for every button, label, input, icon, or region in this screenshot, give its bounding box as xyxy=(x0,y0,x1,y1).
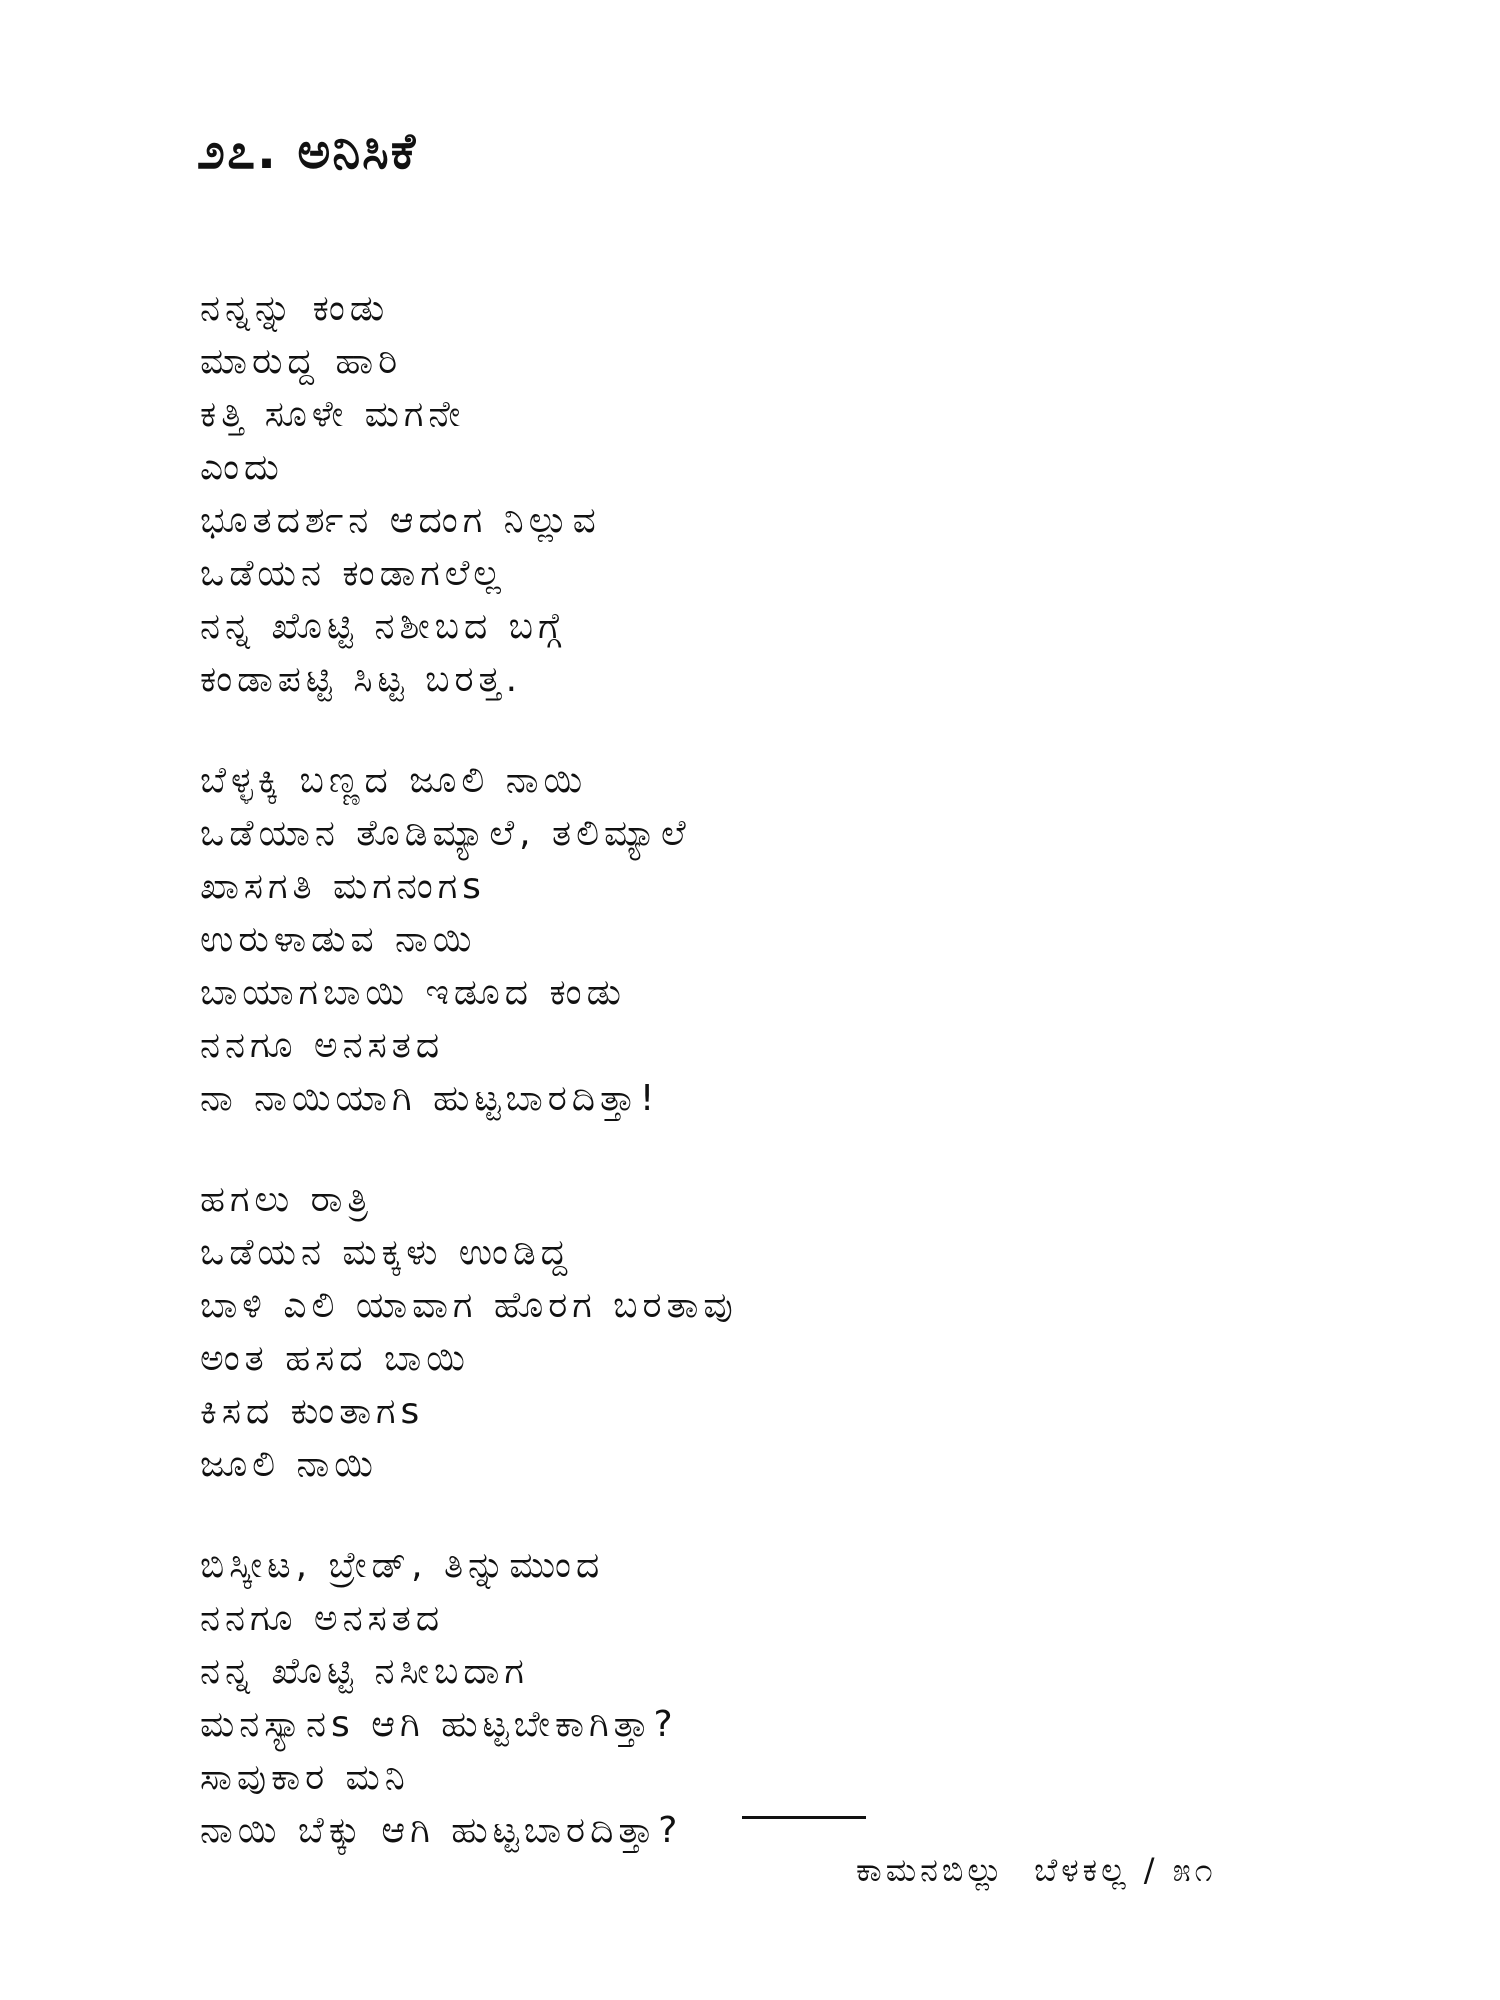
poem-line: ಕತ್ತಿ ಸೂಳೇ ಮಗನೇ xyxy=(200,394,466,435)
stanza-1 xyxy=(200,282,1200,706)
poem-title: ೨೭. ಅನಿಸಿಕೆ xyxy=(197,122,418,180)
stanza-3 xyxy=(200,1173,1200,1491)
poem-line: ಹಗಲು ರಾತ್ರಿ xyxy=(200,1179,373,1220)
end-divider xyxy=(742,1816,866,1819)
poem-line: ನನಗೂ ಅನಸತದ xyxy=(200,1025,445,1066)
poem-line: ಬೆಳ್ಳಕ್ಕಿ ಬಣ್ಣದ ಜೂಲಿ ನಾಯಿ xyxy=(200,760,588,801)
poem-line: ಜೂಲಿ ನಾಯಿ xyxy=(200,1444,378,1485)
poem-line: ಸಾವುಕಾರ ಮನಿ xyxy=(200,1757,410,1798)
poem-line: ನನ್ನನ್ನು ಕಂಡು xyxy=(200,288,390,329)
poem-body xyxy=(200,282,1200,1905)
stanza-4 xyxy=(200,1539,1200,1857)
poem-line: ಮನಸ್ಯಾನs ಆಗಿ ಹುಟ್ಟಬೇಕಾಗಿತ್ತಾ? xyxy=(200,1704,678,1745)
poem-line: ಖಾಸಗತಿ ಮಗನಂಗs xyxy=(200,866,486,907)
footer-page-ref: ಬೆಳಕಲ್ಲ / ೫೧ xyxy=(1034,1851,1217,1889)
poem-line: ಒಡೆಯನ ಕಂಡಾಗಲೆಲ್ಲ xyxy=(200,553,506,594)
stanza-2 xyxy=(200,754,1200,1125)
poem-line: ಭೂತದರ್ಶನ ಆದಂಗ ನಿಲ್ಲುವ xyxy=(200,500,601,541)
page-footer xyxy=(856,1851,1217,1890)
poem-line: ಬಿಸ್ಕೀಟ, ಬ್ರೇಡ್, ತಿನ್ನುಮುಂದ xyxy=(200,1545,605,1586)
poem-line: ನಾಯಿ ಬೆಕ್ಕು ಆಗಿ ಹುಟ್ಟಬಾರದಿತ್ತಾ? xyxy=(200,1810,683,1851)
poem-line: ಉರುಳಾಡುವ ನಾಯಿ xyxy=(200,919,477,960)
poem-line: ಎಂದು xyxy=(200,447,284,488)
poem-line: ಅಂತ ಹಸದ ಬಾಯಿ xyxy=(200,1338,470,1379)
poem-line: ನಾ ನಾಯಿಯಾಗಿ ಹುಟ್ಟಬಾರದಿತ್ತಾ! xyxy=(200,1078,660,1119)
poem-line: ನನ್ನ ಖೊಟ್ಟಿ ನಶೀಬದ ಬಗ್ಗೆ xyxy=(200,606,567,647)
footer-book-title: ಕಾಮನಬಿಲ್ಲು xyxy=(856,1851,1007,1889)
poem-line: ಮಾರುದ್ದ ಹಾರಿ xyxy=(200,341,403,382)
poem-line: ಬಾಯಾಗಬಾಯಿ ಇಡೂದ ಕಂಡು xyxy=(200,972,626,1013)
poem-line: ಕಂಡಾಪಟ್ಟಿ ಸಿಟ್ಟ ಬರತ್ತ. xyxy=(200,659,523,700)
poem-line: ಕಿಸದ ಕುಂತಾಗs xyxy=(200,1391,425,1432)
poem-line: ಒಡೆಯನ ಮಕ್ಕಳು ಉಂಡಿದ್ದ xyxy=(200,1232,573,1273)
poem-line: ಒಡೆಯಾನ ತೊಡಿಮ್ಯಾಲೆ, ತಲಿಮ್ಯಾಲೆ xyxy=(200,813,691,854)
poem-line: ನನ್ನ ಖೊಟ್ಟಿ ನಸೀಬದಾಗ xyxy=(200,1651,529,1692)
poem-line: ನನಗೂ ಅನಸತದ xyxy=(200,1598,445,1639)
poem-line: ಬಾಳಿ ಎಲಿ ಯಾವಾಗ ಹೊರಗ ಬರತಾವು xyxy=(200,1285,738,1326)
